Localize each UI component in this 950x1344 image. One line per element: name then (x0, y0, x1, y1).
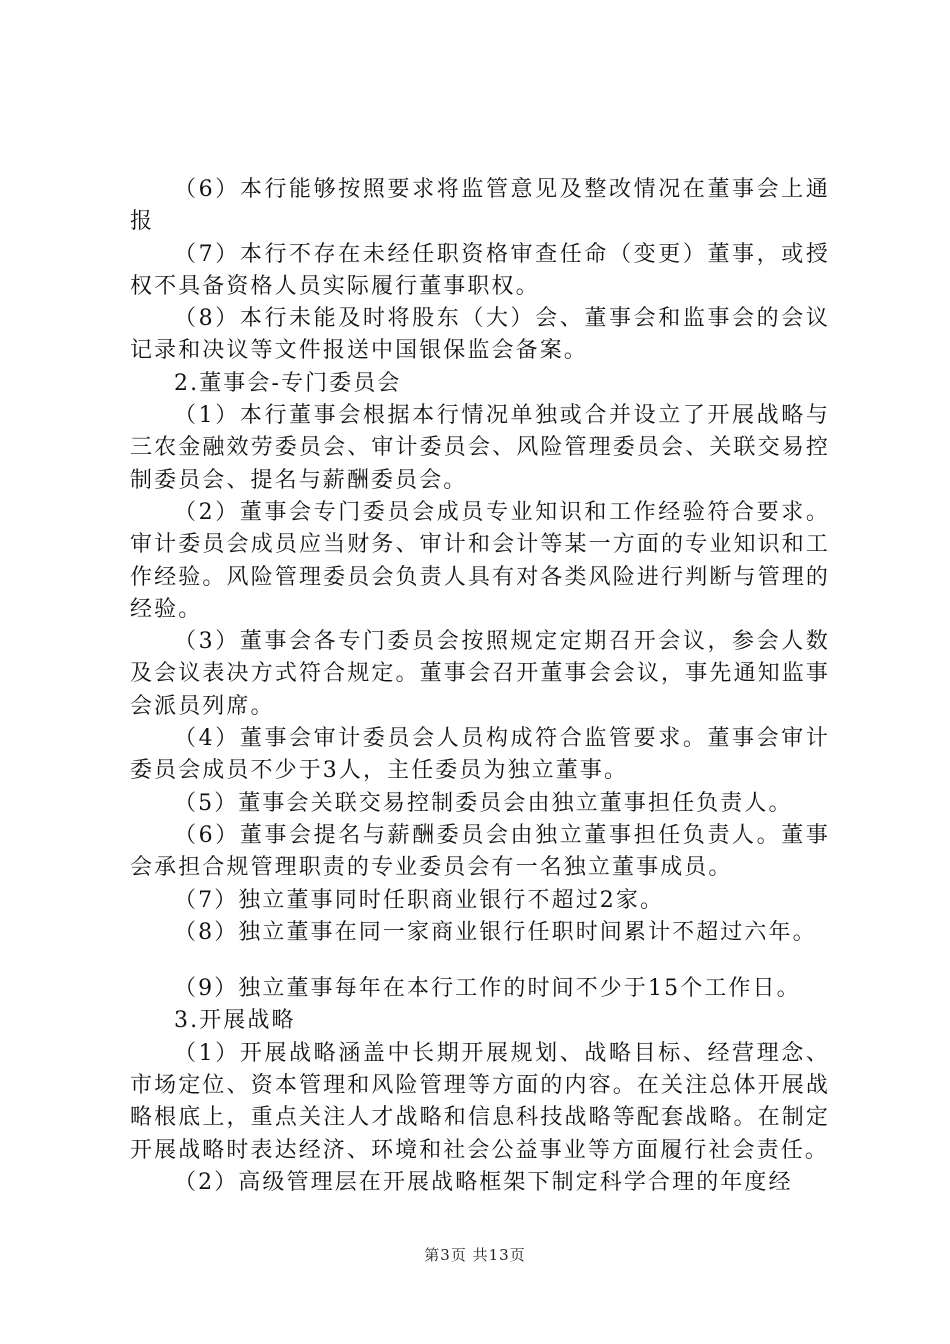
paragraph-meeting-filing: （8）本行未能及时将股东（大）会、董事会和监事会的会议记录和决议等文件报送中国银保监会备案。 (130, 306, 830, 364)
paragraph-independent-director-term: （8）独立董事在同一家商业银行任职时间累计不超过六年。 (174, 919, 817, 945)
paragraph-senior-management-plan: （2）高级管理层在开展战略框架下制定科学合理的年度经 (174, 1169, 793, 1195)
paragraph-strategy-scope: （1）开展战略涵盖中长期开展规划、战略目标、经营理念、市场定位、资本管理和风险管理等方面的内容。在关注总体开展战略根底上，重点关注人才战略和信息科技战略等配套战略。在制定开展战略时表达经济、环境和社会公益事业等方面履行社会责任。 (130, 1040, 830, 1163)
paragraph-committee-meetings: （3）董事会各专门委员会按照规定定期召开会议，参会人数及会议表决方式符合规定。董事会召开董事会会议，事先通知监事会派员列席。 (130, 629, 830, 719)
paragraph-committee-expertise: （2）董事会专门委员会成员专业知识和工作经验符合要求。审计委员会成员应当财务、审计和会计等某一方面的专业知识和工作经验。风险管理委员会负责人具有对各类风险进行判断与管理的经验。 (130, 499, 830, 622)
paragraph-report-rectification: （6）本行能够按照要求将监管意见及整改情况在董事会上通报 (130, 177, 830, 235)
document-body (130, 174, 830, 1199)
paragraph-audit-committee: （4）董事会审计委员会人员构成符合监管要求。董事会审计委员会成员不少于3人，主任委员为独立董事。 (130, 726, 830, 784)
paragraph-independent-director-limit: （7）独立董事同时任职商业银行不超过2家。 (174, 887, 665, 913)
paragraph-independent-director-workdays: （9）独立董事每年在本行工作的时间不少于15个工作日。 (174, 976, 801, 1002)
paragraph-related-transaction-committee: （5）董事会关联交易控制委员会由独立董事担任负责人。 (174, 790, 793, 816)
paragraph-nomination-committee: （6）董事会提名与薪酬委员会由独立董事担任负责人。董事会承担合规管理职责的专业委员会有一名独立董事成员。 (130, 822, 830, 881)
paragraph-committee-setup: （1）本行董事会根据本行情况单独或合并设立了开展战略与三农金融效劳委员会、审计委员会、风险管理委员会、关联交易控制委员会、提名与薪酬委员会。 (130, 403, 830, 493)
page-number-footer: 第3页 共13页 (424, 1246, 526, 1264)
section-heading-strategy: 3.开展战略 (174, 1008, 296, 1034)
section-heading-committees: 2.董事会-专门委员会 (174, 370, 402, 396)
paragraph-director-qualification: （7）本行不存在未经任职资格审查任命（变更）董事，或授权不具备资格人员实际履行董事职权。 (130, 241, 830, 299)
